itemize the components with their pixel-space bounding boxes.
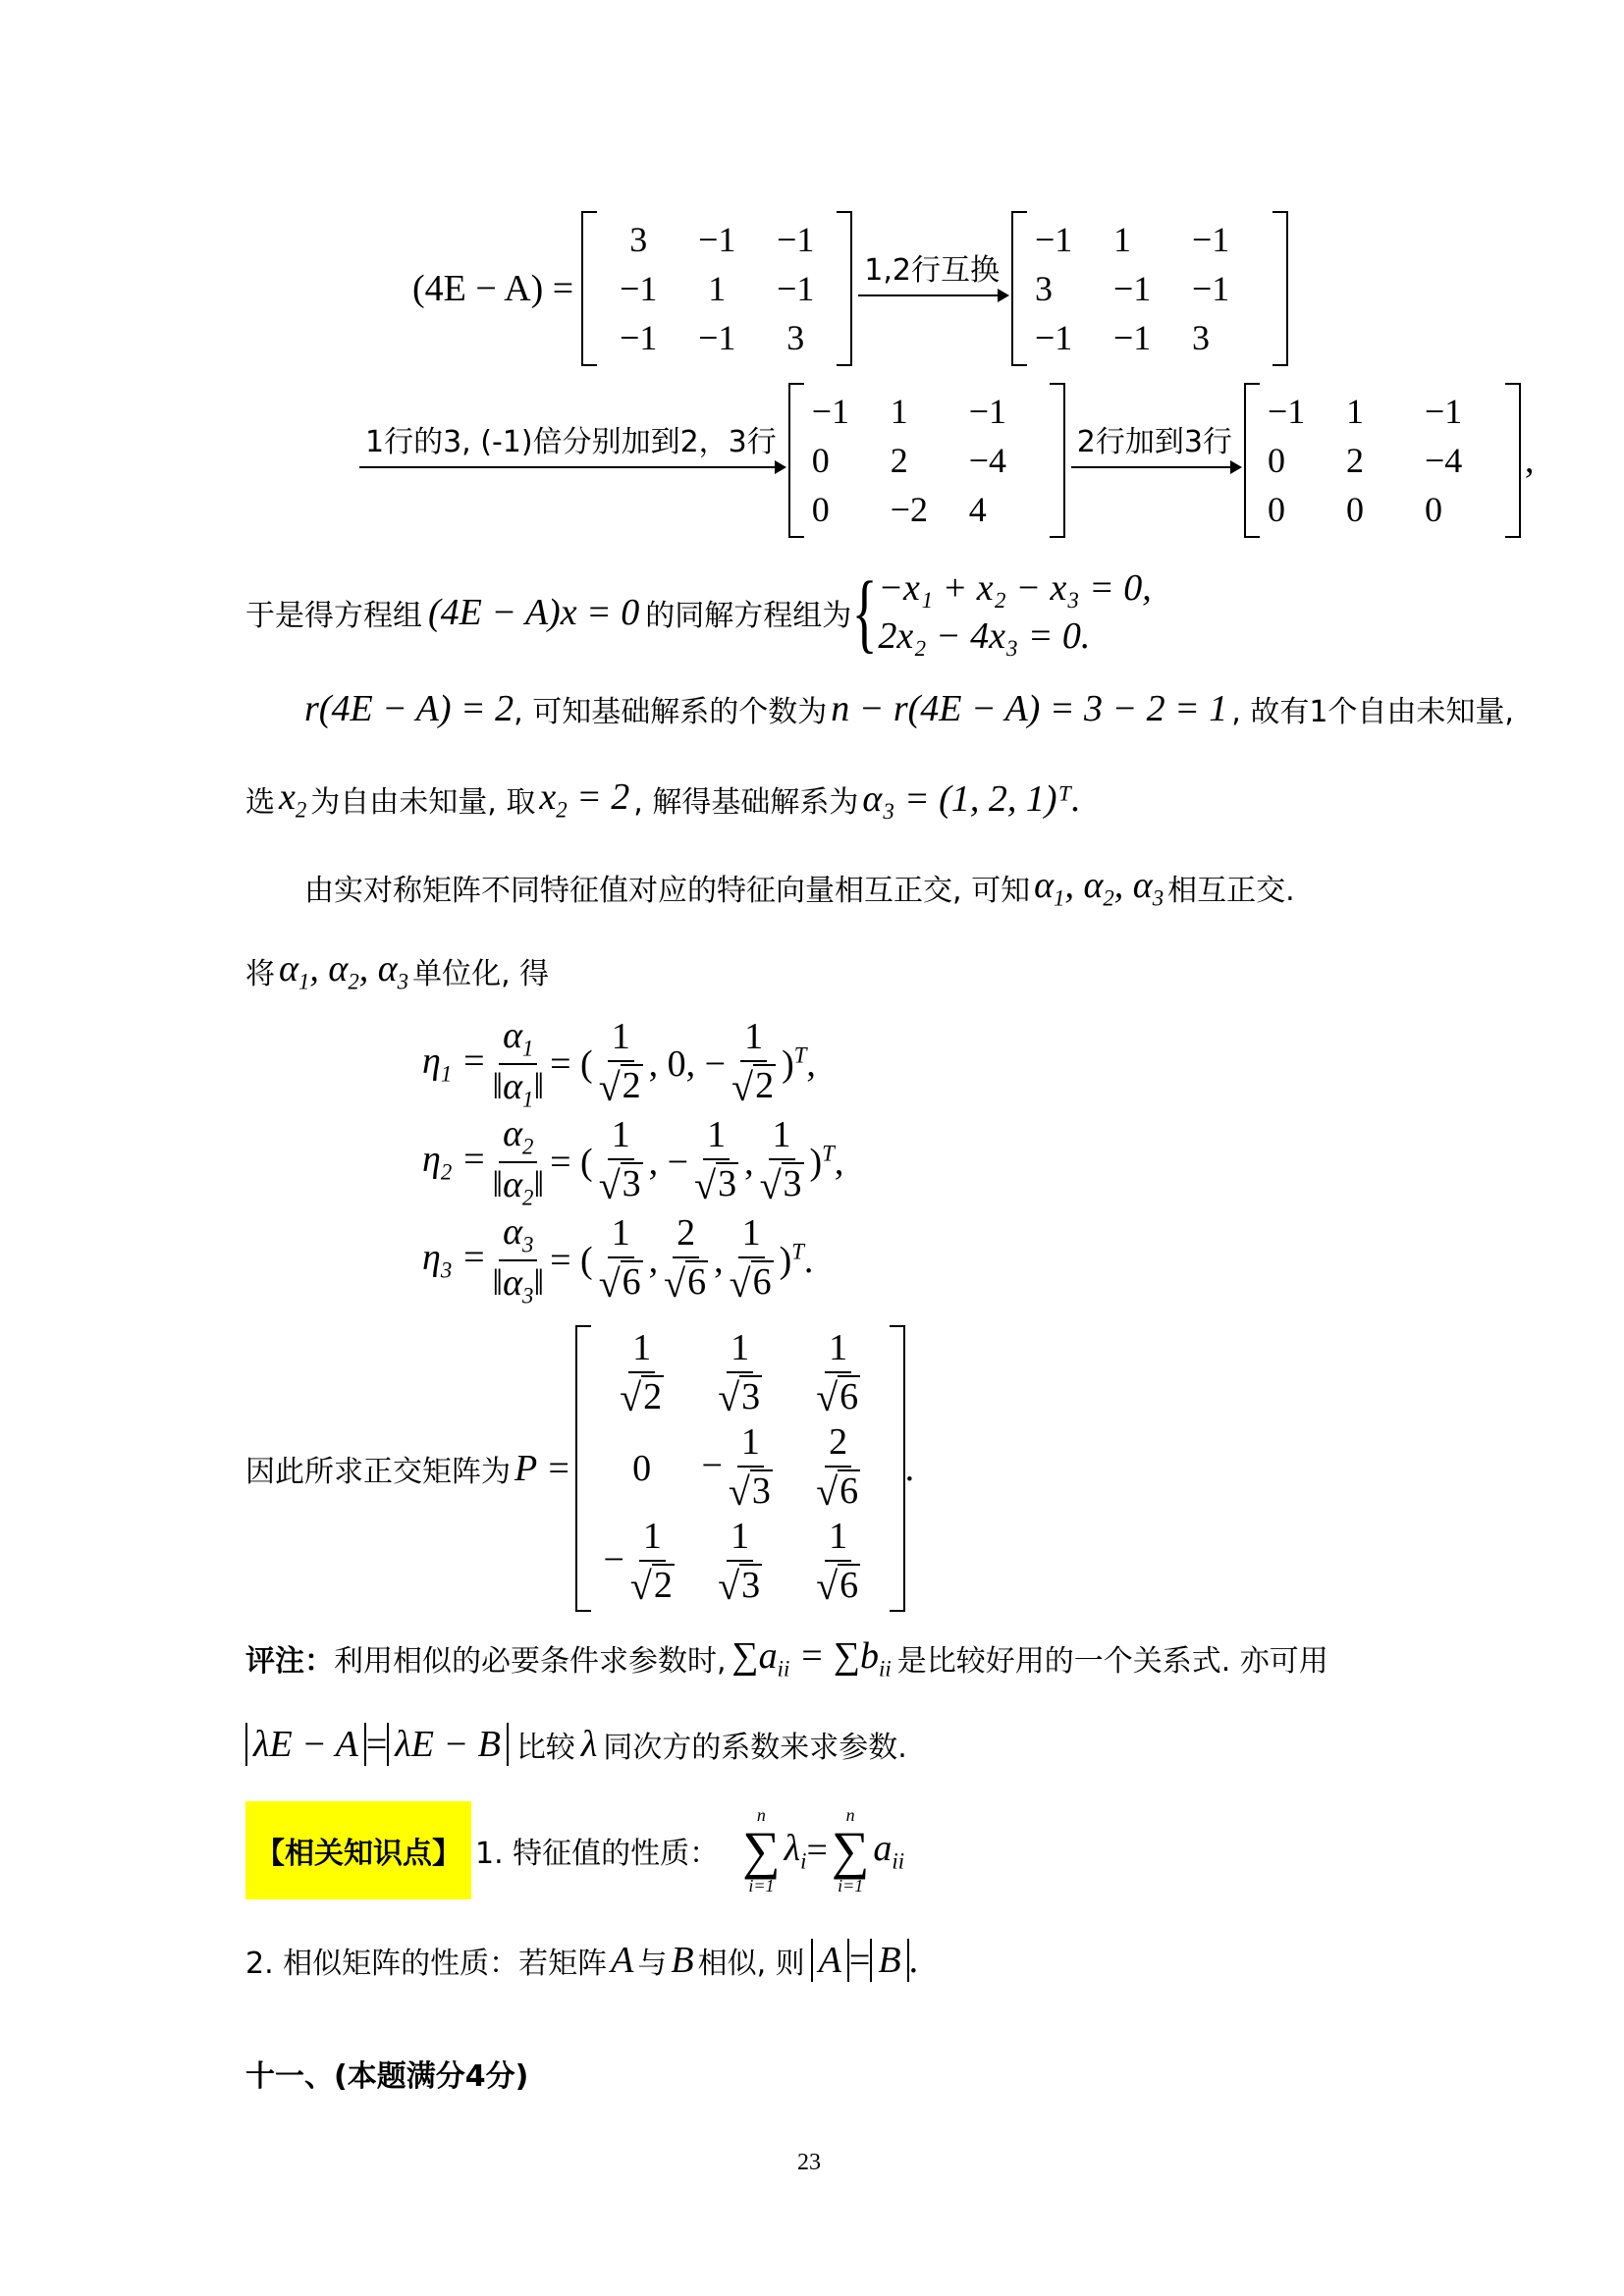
eta-1: $\eta_1$ = $\frac{\alpha_1}{‖\alpha_1‖}$ = ( 1 √ 2 , 0, − 1 √ 2 )$^T$, xyxy=(422,1015,816,1112)
matrix-after-swap-cell: −1 xyxy=(1112,318,1152,357)
homogeneous-eq: (4E − A)x = 0 xyxy=(428,592,640,634)
matrix-after-swap-cell: −1 xyxy=(1112,269,1152,308)
knowledge-line-2: 2. 相似矩阵的性质：若矩阵 A 与 B 相似, 则 A = B . xyxy=(245,1940,919,1981)
knowledge-label: 【相关知识点】 xyxy=(245,1801,471,1899)
section-heading: 十一、(本题满分4分) xyxy=(245,2059,529,2094)
matrix-echelon-cell: 0 xyxy=(1267,490,1285,529)
matrix-4e-a-cell: −1 xyxy=(698,220,736,259)
matrix-echelon-cell: 0 xyxy=(1345,490,1364,529)
matrix-after-swap-cell: −1 xyxy=(1034,318,1073,357)
matrix-after-swap-cell: 3 xyxy=(1191,318,1210,357)
step2-row: 1行的3, (-1)倍分别加到2，3行 −1 1 −1 0 2 −4 0 −2 4 2行加到3行 −1 1 −1 0 2 −4 0 0 0 , xyxy=(353,383,1534,538)
matrix-after-swap xyxy=(1011,211,1288,366)
matrix-step2-cell: −2 xyxy=(890,490,929,529)
matrix-4e-a-cell: 3 xyxy=(629,220,648,259)
matrix-4e-a-cell: −1 xyxy=(620,269,658,308)
matrix-4e-a-cell: −1 xyxy=(777,269,815,308)
matrix-after-swap-cell: −1 xyxy=(1034,220,1073,259)
matrix-4e-a xyxy=(581,211,852,366)
eq-2: 2x₂ − 4x₃ = 0. xyxy=(878,615,1091,658)
matrix-echelon xyxy=(1244,383,1521,538)
eta-3: $\eta_3$ = $\frac{\alpha_3}{‖\alpha_3‖}$ = ( 1 √ 6 , 2 √ 6 , 1 √ 6 )$^T$. xyxy=(422,1211,814,1308)
eq-1: −x₁ + x₂ − x₃ = 0, xyxy=(878,567,1152,609)
matrix-after-swap-cell: −1 xyxy=(1191,269,1230,308)
matrix-4e-a-cell: 1 xyxy=(708,269,727,308)
matrix-4e-a-cell: −1 xyxy=(777,220,815,259)
matrix-step2-cell: 0 xyxy=(811,441,830,480)
orthogonal-matrix-line: 因此所求正交矩阵为 P = 1 √ 2 1 √ 3 1 √ 6 0 − 1 √ 3 2 √ 6 − 1 √ 2 1 √ 3 1 √ 6 . xyxy=(245,1325,914,1612)
equation-system: 于是得方程组 (4E − A)x = 0 的同解方程组为 { −x₁ + x₂ − x₃ = 0, 2x₂ − 4x₃ = 0. xyxy=(245,563,1152,662)
comment-line-1: 评注： 利用相似的必要条件求参数时, $\sum a_{ii} = \sum b_{ii}$ 是比较好用的一个关系式. 亦可用 xyxy=(245,1635,1328,1682)
matrix-step2-cell: 2 xyxy=(890,441,908,480)
matrix-step2 xyxy=(788,383,1065,538)
matrix-4e-a-cell: −1 xyxy=(698,318,736,357)
page-number: 23 xyxy=(797,2150,821,2175)
matrix-echelon-cell: −4 xyxy=(1424,441,1463,480)
orthogonality-line: 由实对称矩阵不同特征值对应的特征向量相互正交, 可知 $\alpha_1$, $\alpha_2$, $\alpha_3$ 相互正交. xyxy=(304,865,1295,911)
matrix-step2-cell: −1 xyxy=(968,392,1007,431)
matrix-4e-a-cell: −1 xyxy=(620,318,658,357)
matrix-4e-a-cell: 3 xyxy=(786,318,805,357)
matrix-echelon-cell: 0 xyxy=(1267,441,1285,480)
matrix-echelon-cell: −1 xyxy=(1267,392,1306,431)
op-row-add: 1行的3, (-1)倍分别加到2，3行 xyxy=(359,417,783,468)
matrix-after-swap-cell: −1 xyxy=(1191,220,1230,259)
matrix-echelon-cell: 2 xyxy=(1345,441,1364,480)
free-variable-line: 选 $x_2$ 为自由未知量, 取 $x_2 = 2$ , 解得基础解系为 α₃ = (1, 2, 1)ᵀ. xyxy=(245,776,1081,823)
knowledge-line-1: 【相关知识点】 1. 特征值的性质： n ∑ i=1 $\lambda_i$ = n ∑ i=1 $a_{ii}$ xyxy=(245,1801,904,1899)
brace-icon: { xyxy=(851,563,878,662)
matrix-p: 1 √ 2 1 √ 3 1 √ 6 0 − 1 √ 3 2 √ 6 − 1 √ 2 1 √ 3 1 √ 6 xyxy=(575,1325,905,1612)
matrix-echelon-cell: 0 xyxy=(1424,490,1442,529)
matrix-step2-cell: 1 xyxy=(890,392,908,431)
matrix-step2-cell: 4 xyxy=(968,490,987,529)
op-swap-rows: 1,2行互换 xyxy=(858,245,1005,296)
unitize-line: 将 $\alpha_1$, $\alpha_2$, $\alpha_3$ 单位化, 得 xyxy=(245,948,550,994)
step1-row xyxy=(412,211,1288,366)
matrix-echelon-cell: −1 xyxy=(1424,392,1463,431)
matrix-step2-cell: 0 xyxy=(811,490,830,529)
step1-lhs: (4E − A) = xyxy=(412,268,574,309)
matrix-step2-cell: −1 xyxy=(811,392,850,431)
matrix-after-swap-cell: 1 xyxy=(1112,220,1131,259)
matrix-step2-cell: −4 xyxy=(968,441,1007,480)
comment-line-2: λE − A = λE − B 比较 λ 同次方的系数来求参数. xyxy=(245,1723,907,1766)
op-row2-to-row3: 2行加到3行 xyxy=(1071,417,1238,468)
comment-label: 评注： xyxy=(245,1644,334,1680)
eta-2: $\eta_2$ = $\frac{\alpha_2}{‖\alpha_2‖}$ = ( 1 √ 3 , − 1 √ 3 , 1 √ 3 )$^T$, xyxy=(422,1113,844,1210)
rank-line: r(4E − A) = 2 , 可知基础解系的个数为 n − r(4E − A) = 3 − 2 = 1 , 故有1个自由未知量, xyxy=(304,688,1514,729)
matrix-after-swap-cell: 3 xyxy=(1034,269,1053,308)
matrix-echelon-cell: 1 xyxy=(1345,392,1364,431)
